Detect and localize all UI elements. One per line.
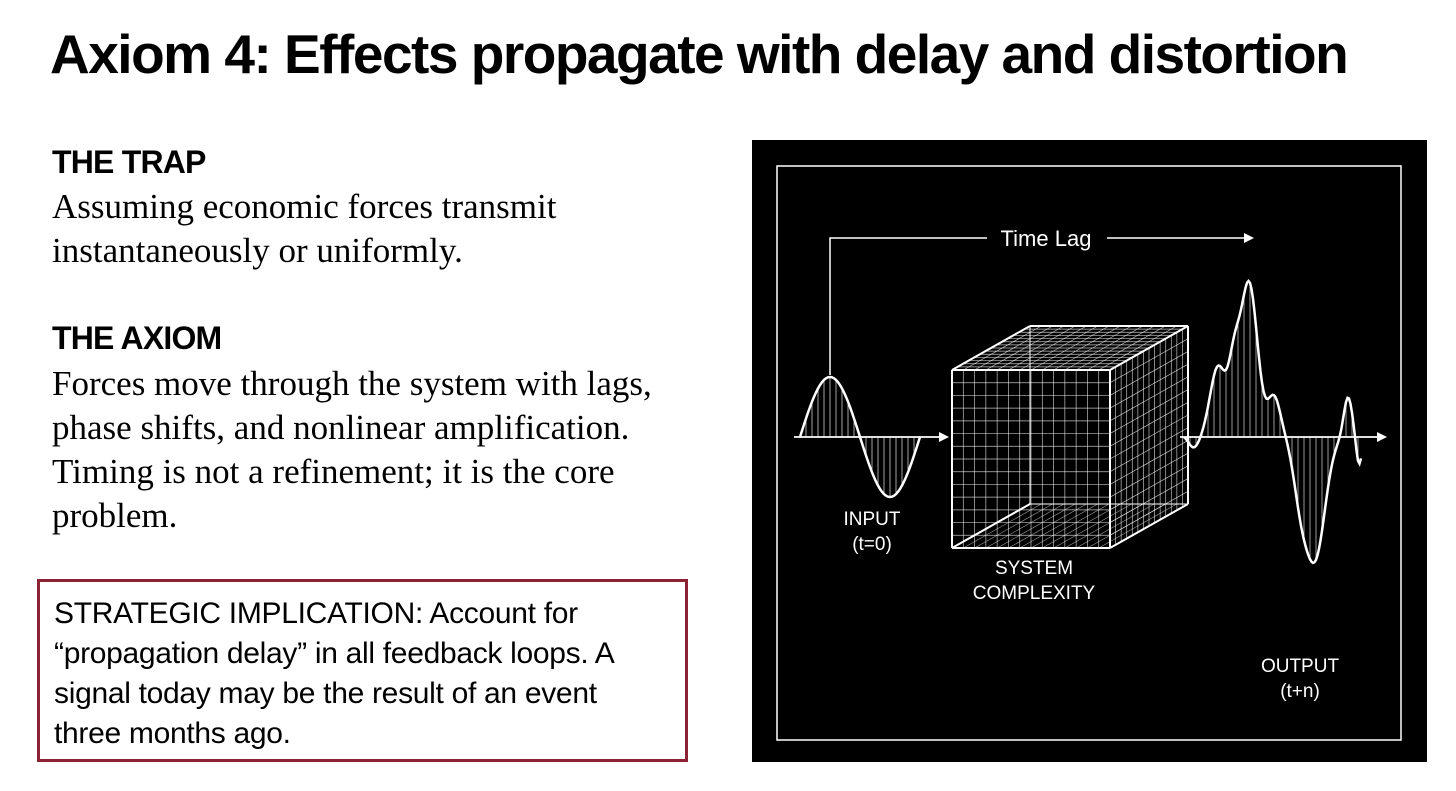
cube-floor-line bbox=[1020, 504, 1098, 548]
trap-text: Assuming economic forces transmit instantaneously or uniformly. bbox=[52, 187, 557, 270]
cube-edge bbox=[952, 504, 1030, 548]
trap-heading: THE TRAP bbox=[52, 144, 206, 180]
slide-title: Axiom 4: Effects propagate with delay and distortion bbox=[50, 23, 1348, 85]
cube-floor-line bbox=[1031, 504, 1109, 548]
system-complexity-cube bbox=[952, 326, 1188, 548]
cube-floor-line bbox=[997, 504, 1075, 548]
time-lag-bracket bbox=[830, 238, 987, 375]
cube-floor-line bbox=[975, 504, 1053, 548]
callout-text: STRATEGIC IMPLICATION: Account for “propagation delay” in all feedback loops. A signal today may be the result of an event three months ago. bbox=[54, 597, 613, 750]
axiom-text: Forces move through the system with lags, phase shifts, and nonlinear amplification. Timing is not a refinement; it is the core problem. bbox=[52, 364, 652, 535]
output-wave-hatching bbox=[1184, 283, 1358, 560]
cube-floor-line bbox=[986, 504, 1064, 548]
input-sub-label: (t=0) bbox=[852, 534, 892, 555]
output-wave bbox=[1184, 281, 1361, 563]
cube-floor-line bbox=[963, 504, 1041, 548]
system-label-line2: COMPLEXITY bbox=[972, 583, 1096, 604]
output-label: OUTPUT bbox=[1260, 656, 1340, 677]
system-label-line1: SYSTEM bbox=[994, 558, 1074, 579]
axiom-heading: THE AXIOM bbox=[52, 320, 222, 356]
propagation-diagram bbox=[752, 140, 1427, 762]
input-label: INPUT bbox=[843, 509, 901, 530]
time-lag-label: Time Lag bbox=[1000, 226, 1092, 251]
cube-floor-line bbox=[1042, 504, 1120, 548]
propagation-diagram-svg bbox=[752, 140, 1427, 762]
diagram-frame bbox=[777, 166, 1401, 740]
cube-floor-line bbox=[1065, 504, 1143, 548]
strategic-implication-callout bbox=[37, 579, 688, 762]
cube-floor-line bbox=[1076, 504, 1154, 548]
output-sub-label: (t+n) bbox=[1280, 681, 1320, 702]
